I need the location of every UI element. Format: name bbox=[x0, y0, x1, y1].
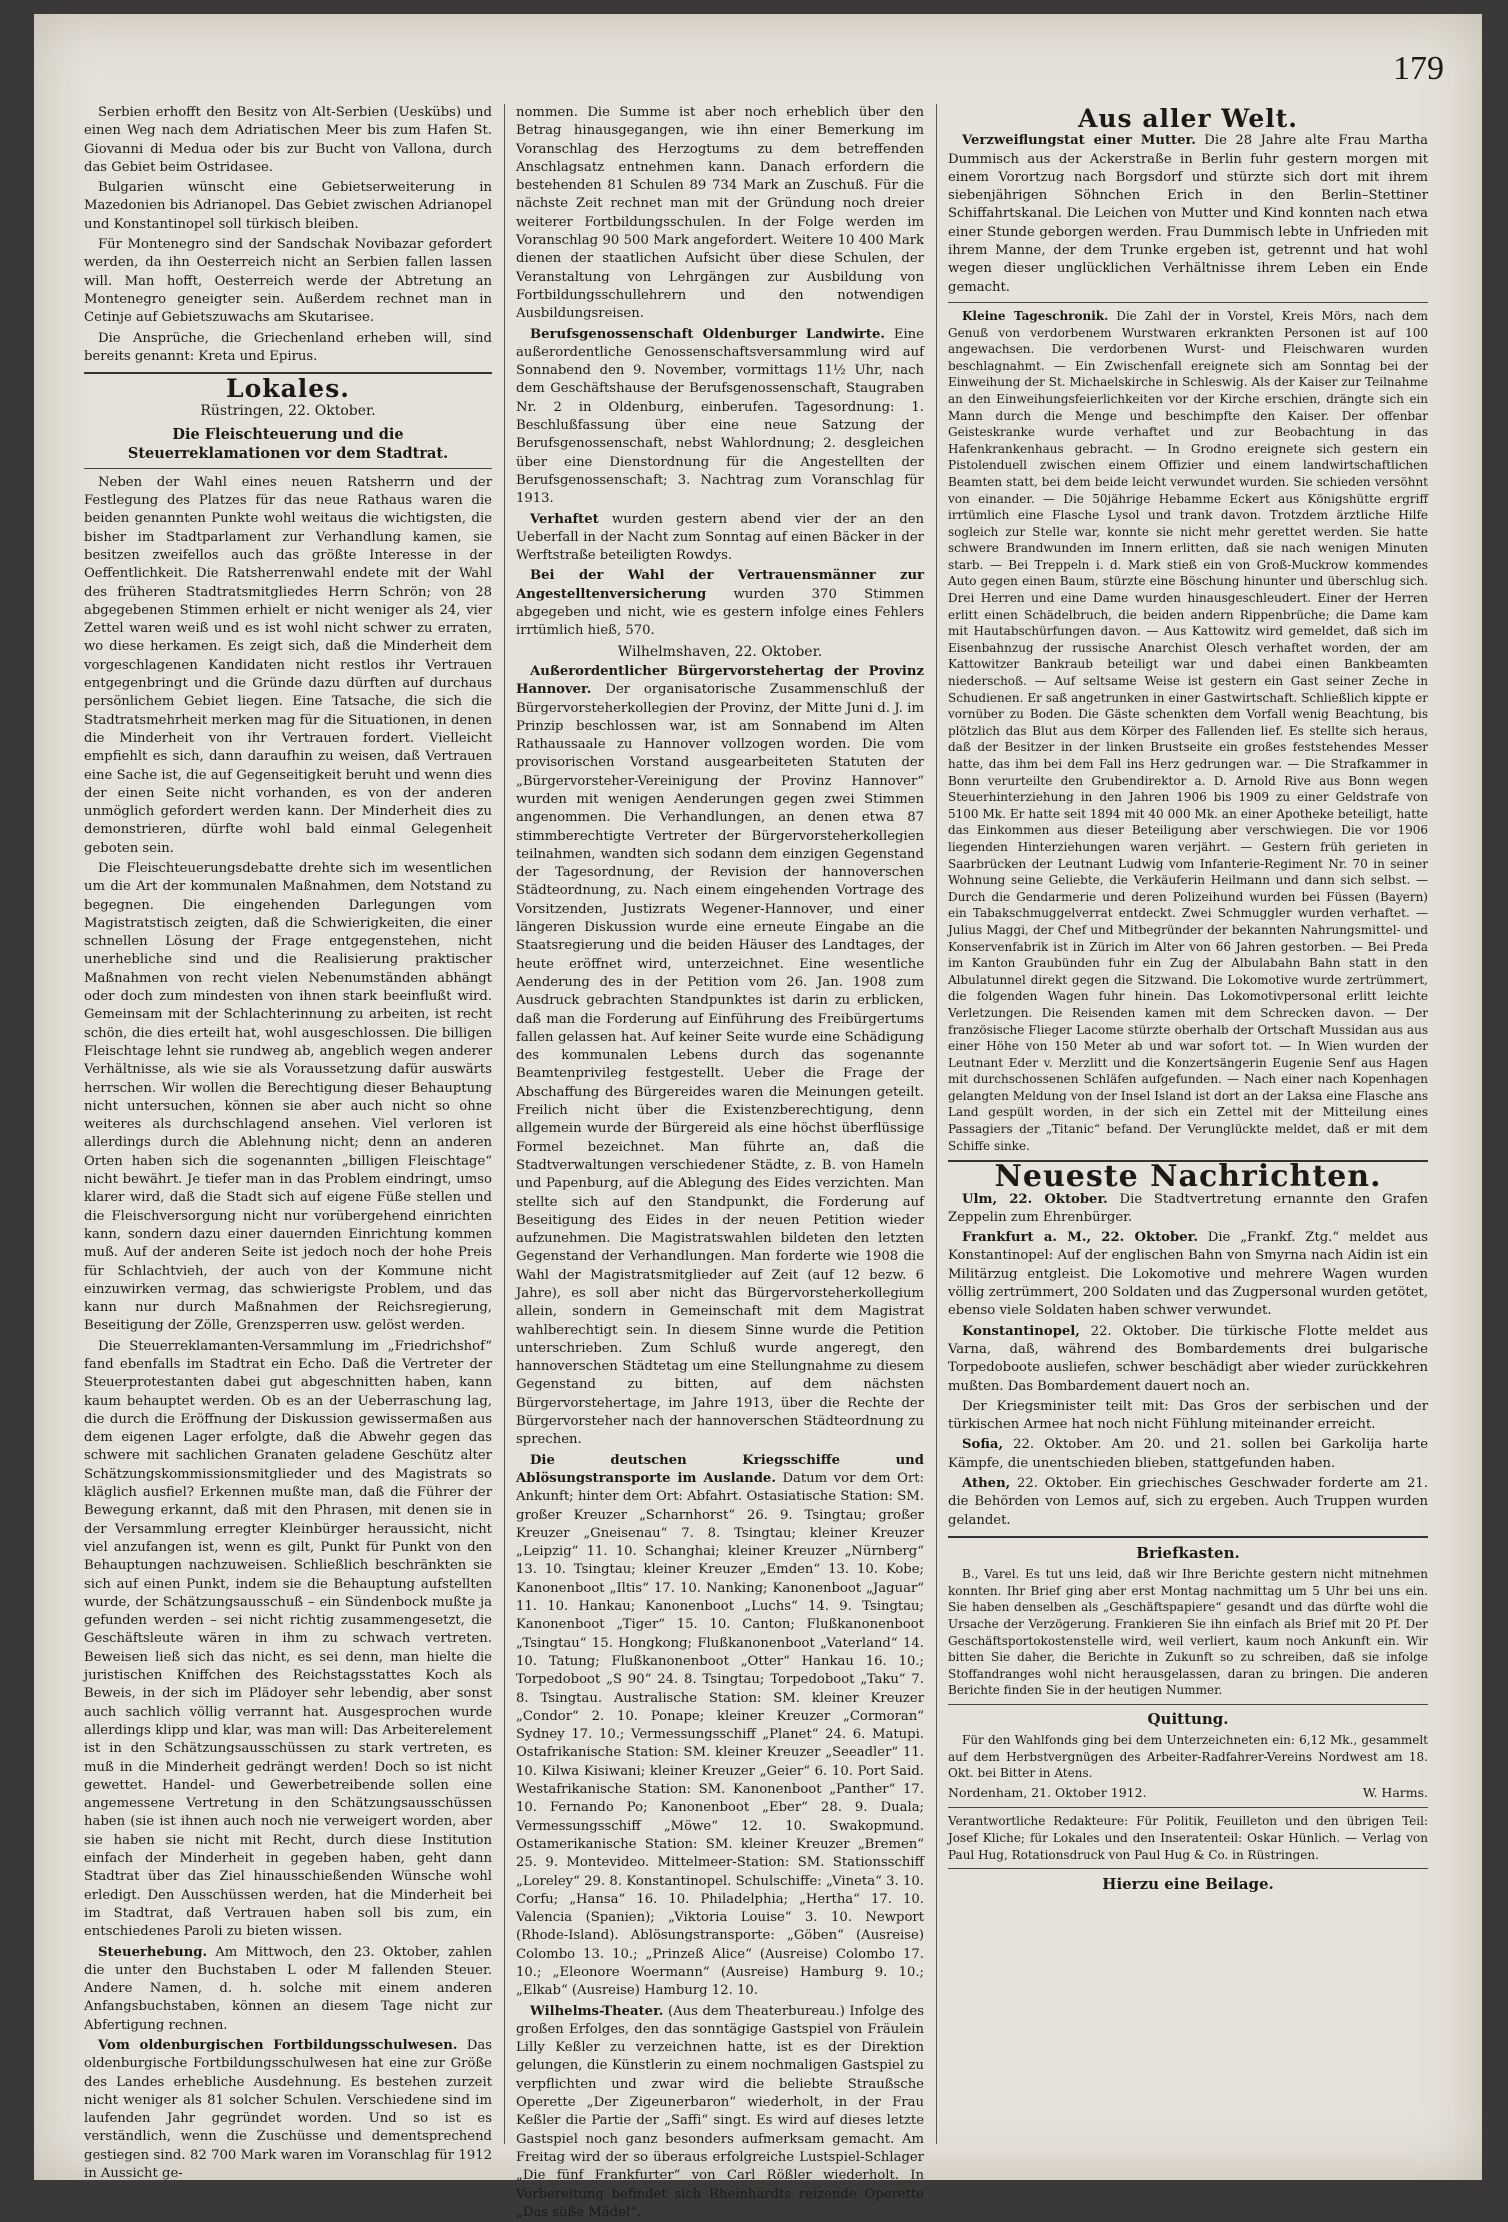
section-title-aus-aller-welt: Aus aller Welt. bbox=[1077, 104, 1299, 133]
item-text: Eine außerordentliche Genossenschaftsversammlung wird auf Sonnabend den 9. November, vormittags 11½ Uhr, nach dem Geschäftshause der Berufsgenossenschaft, Staugraben Nr. 2 in Oldenburg, einberufen. Tagesordnung: 1. Beschlußfassung über eine neue Satzung der Berufsgenossenschaft, nebst Wahlordnung; 2. desgleichen über eine Dienstordnung für die Angestellten der Berufsgenossenschaft; 3. Nachtrag zum Voranschlag für 1913. bbox=[516, 326, 924, 507]
section-title-neueste-nachrichten: Neueste Nachrichten. bbox=[994, 1159, 1382, 1195]
paragraph: Für den Wahlfonds ging bei dem Unterzeichneten ein: 6,12 Mk., gesammelt auf dem Herbstvergnügen des Arbeiter-Radfahrer-Vereins Nordwest am 18. Okt. bei Bitter in Atens. bbox=[948, 1733, 1428, 1781]
column-divider bbox=[936, 104, 937, 2144]
item-lead: Konstantinopel, bbox=[962, 1323, 1080, 1339]
item-text: wurden gestern abend vier der an den Ueberfall in der Nacht zum Sonntag auf einen Bäcker in der Werftstraße beteiligten Rowdys. bbox=[516, 511, 924, 564]
paragraph: nommen. Die Summe ist aber noch erheblich über den Betrag hinausgegangen, wie ihn einer Bemerkung im Voranschlag des Herzogtums zu dem betreffenden Anschlagsatz entnehmen kann. Danach erfordern die bestehenden 81 Schulen 89 734 Mark an Zuschuß. Für die nächste Zeit rechnet man mit der Gründung noch dreier weiterer Fortbildungsschulen. In der Folge werden im Voranschlag 90 500 Mark angefordert. Weitere 10 400 Mark dienen der staatlichen Aufsicht über diese Schulen, der Veranstaltung von Lehrgängen zur Ausbildung von Fortbildungsschullehrern und den notwendigen Ausbildungsreisen. bbox=[516, 105, 924, 322]
supplement-note: Hierzu eine Beilage. bbox=[1102, 1875, 1274, 1894]
divider bbox=[948, 1807, 1428, 1808]
paragraph: Die Fleischteuerungsdebatte drehte sich im wesentlichen um die Art der kommunalen Maßnahmen, dem Notstand zu begegnen. Die eingehenden Darlegungen vom Magistratstisch zeigten, daß die Schwierigkeiten, die einer schnellen Lösung der Frage entgegenstehen, nicht unerhebliche sind und die Realisierung praktischer Maßnahmen von recht vielen Nebenumständen abhängt oder doch zum mindesten von ihnen stark beeinflußt wird. Gemeinsam mit der Schlachterinnung zu arbeiten, ist recht schön, die dies erteilt hat, wohl ausgeschlossen. Die billigen Fleischtage lehnt sie rundweg ab, angeblich wegen anderer Verhältnisse, als wie sie als Voraussetzung dafür auswärts herrschen. Wir wollen die Berechtigung dieser Behauptung nicht untersuchen, können sie aber auch nicht so ohne weiteres als durchschlagend ansehen. Viel verloren ist allerdings durch die Ablehnung nicht; denn an anderen Orten haben sich die sogenannten „billigen Fleischtage“ nicht bewährt. Je tiefer man in das Problem eindringt, umso klarer wird, daß die Stadt sich auf eigene Füße stellen und die Fleischversorgung nicht nur vorübergehend einrichten kann, sondern dazu einer dauernden Einrichtung kommen muß. Auf der anderen Seite ist jedoch noch der hohe Preis für Schlachtvieh, der auch von der Kommune nicht einzuwirken vermag, das schwierigste Problem, und das kann nur durch Maßnahmen der Reichsregierung, Beseitigung der Zölle, Grenzsperren usw. gelöst werden. bbox=[84, 860, 492, 1334]
item-lead: Frankfurt a. M., 22. Oktober. bbox=[962, 1230, 1198, 1246]
signature-place: Nordenham, 21. Oktober 1912. bbox=[948, 1785, 1147, 1801]
paragraph bbox=[516, 326, 924, 509]
paragraph bbox=[516, 663, 924, 1450]
paragraph bbox=[948, 132, 1428, 297]
column-3 bbox=[948, 104, 1428, 2144]
item-text: Die „Frankf. Ztg.“ meldet aus Konstantinopel: Auf der englischen Bahn von Smyrna nach Aidin ist ein Militärzug entgleist. Die Lokomotive und mehrere Wagen wurden völlig zertrümmert, 200 Soldaten und das Zugpersonal wurden getötet, ebenso viele Soldaten haben schwer verwundet. bbox=[948, 1230, 1428, 1319]
briefkasten-title: Briefkasten. bbox=[1136, 1543, 1240, 1562]
item-text: Datum vor dem Ort: Ankunft; hinter dem Ort: Abfahrt. Ostasiatische Station: SM. großer Kreuzer „Scharnhorst“ 26. 9. Tsingtau; großer Kreuzer „Gneisenau“ 7. 8. Tsingtau; kleiner Kreuzer „Leipzig“ 11. 10. Schanghai; kleiner Kreuzer „Nürnberg“ 13. 10. Tsingtau; kleiner Kreuzer „Emden“ 13. 10. Kobe; Kanonenboot „Iltis“ 17. 10. Nanking; Kanonenboot „Jaguar“ 11. 10. Hankau; Kanonenboot „Luchs“ 14. 9. Tsingtau; Kanonenboot „Tiger“ 15. 10. Canton; Flußkanonenboot „Tsingtau“ 15. Hongkong; Flußkanonenboot „Vaterland“ 14. 10. Tatung; Flußkanonenboot „Otter“ Hankau 16. 10.; Torpedoboot „S 90“ 24. 8. Tsingtau; Torpedoboot „Taku“ 7. 8. Tsingtau. Australische Station: SM. kleiner Kreuzer „Condor“ 2. 10. Ponape; kleiner Kreuzer „Cormoran“ Sydney 17. 10.; Vermessungsschiff „Planet“ 24. 6. Matupi. Ostafrikanische Station: SM. kleiner Kreuzer „Seeadler“ 11. 10. Kilwa Kisiwani; kleiner Kreuzer „Geier“ 6. 10. Port Said. Westafrikanische Station: SM. Kanonenboot „Panther“ 17. 10. Fernando Po; Kanonenboot „Eber“ 28. 9. Duala; Vermessungsschiff „Möwe“ 12. 10. Swakopmund. Ostamerikanische Station: SM. kleiner Kreuzer „Bremen“ 25. 9. Montevideo. Mittelmeer-Station: SM. Stationsschiff „Loreley“ 29. 8. Konstantinopel. Schulschiffe: „Vineta“ 3. 10. Corfu; „Hansa“ 16. 10. Philadelphia; „Hertha“ 17. 10. Valencia (Spanien); „Viktoria Louise“ 3. 10. Newport (Rhode-Island). Ablösungstransporte: „Göben“ (Ausreise) Colombo 13. 10.; „Prinzeß Alice“ (Ausreise) Colombo 17. 10.; „Eleonore Woermann“ (Ausreise) Hamburg 9. 10.; „Elkab“ (Ausreise) Hamburg 12. 10. bbox=[516, 1470, 924, 1999]
divider bbox=[948, 1868, 1428, 1869]
item-text: (Aus dem Theaterbureau.) Infolge des großen Erfolges, den das sonntägige Gastspiel von Fräulein Lilly Keßler zu verzeichnen hatte, ist es der Direktion gelungen, die Künstlerin zu einem nochmaligen Gastspiel zu verpflichten und zwar wird die beliebte Straußsche Operette „Der Zigeunerbaron“ wiederholt, in der Frau Keßler die Partie der „Saffi“ singt. Es wird auf dieses letzte Gastspiel noch ganz besonders aufmerksam gemacht. Am Freitag wird der so überaus erfolgreiche Lustspiel-Schlager „Die fünf Frankfurter“ von Carl Rößler wiederholt. In Vorbereitung befindet sich Rheinhardts reizende Operette „Das süße Mädel“. bbox=[516, 2003, 924, 2220]
dateline: Rüstringen, 22. Oktober. bbox=[200, 403, 376, 420]
item-text: 22. Oktober. Am 20. und 21. sollen bei Garkolija harte Kämpfe, die unentschieden blieben, stattgefunden haben. bbox=[948, 1437, 1428, 1471]
item-lead: Vom oldenburgischen Fortbildungsschulwesen. bbox=[98, 2037, 458, 2053]
paragraph: Serbien erhofft den Besitz von Alt-Serbien (Ueskübs) und einen Weg nach dem Adriatischen Meer bis zum Hafen St. Giovanni di Medua oder bis zur Bucht von Vallona, durch das Gebiet beim Ostridasee. bbox=[84, 105, 492, 175]
dateline: Wilhelmshaven, 22. Oktober. bbox=[617, 643, 823, 660]
quittung-title: Quittung. bbox=[1147, 1709, 1229, 1728]
item-lead: Berufsgenossenschaft Oldenburger Landwirte. bbox=[530, 326, 885, 342]
item-text: 22. Oktober. Ein griechisches Geschwader forderte am 21. die Behörden von Lemos auf, sich zu ergeben. Auch Truppen wurden gelandet. bbox=[948, 1476, 1428, 1528]
divider bbox=[84, 468, 492, 469]
item-lead: Ulm, 22. Oktober. bbox=[962, 1191, 1108, 1207]
divider bbox=[948, 302, 1428, 303]
column-2 bbox=[516, 104, 924, 2220]
paragraph bbox=[516, 511, 924, 566]
paragraph: Neben der Wahl eines neuen Ratsherrn und der Festlegung des Platzes für das neue Rathaus waren die beiden genannten Punkte wohl weitaus die wichtigsten, die bisher im Stadtparlament zur Verhandlung kamen, sie besitzen zweifellos auch das größte Interesse in der Oeffentlichkeit. Die Ratsherrenwahl endete mit der Wahl des früheren Stadtratsmitgliedes Herrn Schrön; von 28 abgegebenen Stimmen erhielt er nicht weniger als 24, vier Zettel waren weiß und es ist wohl nicht schwer zu erraten, wo diese herkamen. Es zeigt sich, daß die Minderheit dem vorgeschlagenen Kandidaten nicht restlos ihr Vertrauen entgegenbringt und die Gründe dazu dürften auf durchaus persönlichem Gebiet liegen. Eine Tatsache, die sich die Stadtratsmehrheit merken mag für die Situationen, in denen die Minderheit von ihr Vertrauen fordert. Vielleicht empfiehlt es sich, dann daraufhin zu weisen, daß Vertrauen eine Sache ist, die auf Gegenseitigkeit beruht und wenn dies der einen Seite nicht vorhanden, es von der anderen unmöglich gefordert werden kann. Der Minderheit dies zu demonstrieren, dürfte wohl bald einmal Gelegenheit geboten sein. bbox=[84, 474, 492, 856]
article-headline: Die Fleischteuerung und die Steuerreklamationen vor dem Stadtrat. bbox=[127, 425, 449, 462]
item-lead: Außerordentlicher Bürgervorstehertag der Provinz Hannover. bbox=[516, 663, 924, 698]
paragraph bbox=[948, 1229, 1428, 1320]
paragraph bbox=[948, 1191, 1428, 1228]
signature-line bbox=[948, 1784, 1428, 1802]
item-lead: Wilhelms-Theater. bbox=[530, 2003, 664, 2019]
item-lead: Athen, bbox=[962, 1476, 1011, 1491]
item-text: Am Mittwoch, den 23. Oktober, zahlen die unter den Buchstaben L oder M fallenden Steuer. Andere Namen, d. h. solche mit einem anderen Anfangsbuchstaben, können an diesem Tage nicht zur Abfertigung rechnen. bbox=[84, 1944, 492, 2033]
divider bbox=[948, 1704, 1428, 1705]
item-text: Die 28 Jahre alte Frau Martha Dummisch aus der Ackerstraße in Berlin fuhr gestern morgen mit einem Vorortzug nach Borgsdorf und stürzte sich dort mit ihrem siebenjährigen Söhnchen Erich in den Berlin–Stettiner Schiffahrtskanal. Die Leichen von Mutter und Kind konnten nach etwa einer Stunde geborgen werden. Frau Dummisch lebte in Unfrieden mit ihrem Manne, der dem Trunke ergeben ist, getrennt und hat wohl wegen dieser unglücklichen Verhältnisse ihrem Leben ein Ende gemacht. bbox=[948, 133, 1428, 295]
paragraph bbox=[516, 567, 924, 640]
divider bbox=[948, 1536, 1428, 1538]
newspaper-page bbox=[34, 14, 1482, 2220]
item-text: wurden 370 Stimmen abgegeben und nicht, wie es gestern infolge eines Fehlers irrtümlich hieß, 570. bbox=[516, 586, 924, 639]
item-lead: Bei der Wahl der Vertrauensmänner zur Angestelltenversicherung bbox=[516, 568, 924, 602]
item-lead: Verzweiflungstat einer Mutter. bbox=[962, 133, 1196, 149]
paragraph bbox=[948, 308, 1428, 1154]
section-title-lokales: Lokales. bbox=[226, 374, 350, 404]
paragraph bbox=[84, 1944, 492, 2035]
column-1 bbox=[84, 104, 492, 2182]
paragraph: B., Varel. Es tut uns leid, daß wir Ihre Berichte gestern nicht mitnehmen konnten. Ihr Brief ging aber erst Montag nachmittag um 5 Uhr bei uns ein. Sie haben denselben als „Geschäftspapiere“ gesandt und das dürfte wohl die Ursache der Verzögerung. Frankieren Sie ihn einfach als Brief mit 20 Pf. Der Geschäftsportokostenstelle wird, weil verliert, kaum noch Ankunft ein. Wir bitten Sie daher, die Berichte in Zukunft so zu schreiben, daß sie infolge Stoffandranges wohl nicht herausgelassen, daran zu bringen. Die anderen Berichte finden Sie in der heutigen Nummer. bbox=[948, 1567, 1428, 1698]
column-divider bbox=[504, 104, 505, 2144]
paragraph: Die Ansprüche, die Griechenland erheben will, sind bereits genannt: Kreta und Epirus. bbox=[84, 330, 492, 364]
page-number: 179 bbox=[1393, 50, 1444, 87]
item-text: Die Zahl der in Vorstel, Kreis Mörs, nach dem Genuß von verdorbenem Wurstwaren erkrankten Personen ist auf 100 angewachsen. Die verdorbenen Wurst- und Fleischwaren wurden beschlagnahmt. — Ein Zwischenfall ereignete sich am Sonntag bei der Einweihung der St. Michaelskirche in Schleswig. Als der Kaiser zur Teilnahme an den Einweihungsfeierlichkeiten vor der Kirche erschien, drängte sich ein Mann durch die Menge und beschimpfte den Kaiser. Der offenbar Geisteskranke wurde verhaftet und zur Beobachtung in das Hafenkrankenhaus gebracht. — In Grodno ereignete sich gestern ein Pistolenduell zwischen einem Offizier und einem landwirtschaftlichen Beamten statt, bei dem beide leicht verwundet wurden. Sie schieden versöhnt von einander. — Die 50jährige Hebamme Eckert aus Königshütte ergriff irrtümlich eine Flasche Lysol und trank davon. Trotzdem ärztliche Hilfe sogleich zur Stelle war, konnte sie nicht mehr gerettet werden. Sie hatte schwere Brandwunden im Innern erlitten, daß sie nach wenigen Minuten starb. — Bei Treppeln i. d. Mark stieß ein von Groß-Muckrow kommendes Auto gegen einen Baum, stürzte eine Böschung hinunter und überschlug sich. Drei Herren und eine Dame wurden hinausgeschleudert. Einer der Herren erlitt einen Schädelbruch, die beiden andern Rippenbrüche; die Dame kam mit Hautabschürfungen davon. — Aus Kattowitz wird gemeldet, daß sich im Eisenbahnzug der russische Anarchist Olesch verhaftet worden, der am Kattowitzer Bankraub beteiligt war und dabei einen Bankbeamten niederschoß. — Auf seltsame Weise ist gestern ein Gast seiner Zeche in Schudienen. Er saß angetrunken in einer Gastwirtschaft. Schließlich kippte er vornüber zu Boden. Die Gäste schenkten dem Vorfall wenig Beachtung, bis plötzlich das Blut aus dem Körper des Fallenden lief. Es stellte sich heraus, daß der Besitzer in der linken Brustseite ein großes feststehendes Messer hatte, das ihm bei dem Fall ins Herz gedrungen war. — Die Strafkammer in Bonn verurteilte den Grubendirektor a. D. Arnold Rive aus Bonn wegen Steuerhinterziehung in den Jahren 1906 bis 1909 zu einer Geldstrafe von 5100 Mk. Er hatte seit 1894 mit 40 000 Mk. an einer Apotheke beteiligt, hatte das Einkommen aus dieser Beteiligung aber verschwiegen. Die vor 1906 liegenden Hinterziehungen waren verjährt. — Gestern früh gerieten in Saarbrücken der Leutnant Ludwig vom Infanterie-Regiment Nr. 70 in seiner Wohnung seine Geliebte, die Verkäuferin Heilmann und dann sich selbst. — Durch die Gendarmerie und deren Polizeihund wurden bei Füssen (Bayern) ein Tabakschmuggelverrat entdeckt. Zwei Schmuggler wurden verhaftet. — Julius Maggi, der Chef und Mitbegründer der bekannten Nahrungsmittel- und Konservenfabrik ist in Zürich im Alter von 66 Jahren gestorben. — Bei Preda im Kanton Graubünden fuhr ein Zug der Albulabahn Bahn statt in den Albulatunnel direkt gegen die Sitzwand. Die Lokomotive wurde zertrümmert, die folgenden Wagen fuhr hinein. Das Lokomotivpersonal erlitt leichte Verletzungen. Die Reisenden kamen mit dem Schrecken davon. — Der französische Flieger Lacome stürzte oberhalb der Ortschaft Mussidan aus aus einer Höhe von 150 Meter ab und war sofort tot. — In Wien wurden der Leutnant Eder v. Merzlitt und die Konzertsängerin Eugenie Senf aus Hagen mit durchschossenen Schläfen aufgefunden. — Nach einer nach Kopenhagen gelangten Meldung von der Insel Island ist dort an der Laksa eine Flasche ans Land gespült worden, in der sich ein Zettel mit der Mitteilung eines Passagiers der „Titanic“ befand. Der Verunglückte meldet, daß er mit dem Schiffe sinke. bbox=[948, 308, 1428, 1153]
paragraph: Die Steuerreklamanten-Versammlung im „Friedrichshof“ fand ebenfalls im Stadtrat ein Echo. Daß die Vertreter der Steuerprotestanten dabei gut abgeschnitten haben, kann kaum behauptet werden. Ob es an der Ueberraschung lag, die durch die Eröffnung der Diskussion gewissermaßen aus dem eigenen Lager erfolgte, daß die Abwehr gegen das schwere mit sachlichen Granaten geladene Geschütz alter Schätzungskommissionsmitglieder und des Magistrats so kläglich ausfiel? Erkennen mußte man, daß die Führer der Bewegung erkannt, daß mit den Phrasen, mit denen sie in der Versammlung erregter Kleinbürger heraussicht, nicht viel anzufangen ist, wenn es gilt, Punkt für Punkt von den Behauptungen nachzuweisen. Schließlich beschränkten sie sich auf einen Punkt, indem sie die Behauptung aufstellten wurde, der Schätzungsausschuß – ein Sündenbock mußte ja gefunden werden – sei nicht richtig zusammengesetzt, die Geschäftsleute wären in ihm zu schwach vertreten. Beweisen ließ sich das nicht, es sei denn, man hielte die juristischen Kniffchen des Reichstagsstattes Koch als Beweis, in der sich im Plädoyer sehr lebendig, aber sonst auch sachlich völlig verrannt hat. Ausgesprochen wurde allerdings klipp und klar, was man will: Das Arbeiterelement ist in den Schätzungsausschüssen zu stark vertreten, es muß in die Minderheit gedrängt werden! Doch so ist nicht gewettet. Handel- und Gewerbetreibende sollen eine angemessene Vertretung in den Schätzungsausschüssen haben (sie ist ihnen auch noch nie verweigert worden, aber sie haben sie nicht mit Recht, durch diese Institution einfach der Minderheit in gegeben haben, geht dann Stadtrat über das Ziel hinausschießenden Wünsche wohl erledigt. Den Ausschüssen werden, hat die Minderheit bei im Stadtrat, daß Vertrauen haben soll bis zum, ein entschiedenes Paroli zu bieten wissen. bbox=[84, 1338, 492, 1940]
item-lead: Kleine Tageschronik. bbox=[962, 308, 1109, 323]
item-text: Die Stadtvertretung ernannte den Grafen Zeppelin zum Ehrenbürger. bbox=[948, 1191, 1428, 1225]
paragraph: Für Montenegro sind der Sandschak Novibazar gefordert werden, da ihn Oesterreich nicht an Serbien fallen lassen will. Man hofft, Oesterreich werde der Abtretung an Montenegro geneigter sein. Außerdem rechnet man in Cetinje auf Gebietszuwachs am Skutarisee. bbox=[84, 237, 492, 326]
paragraph: Bulgarien wünscht eine Gebietserweiterung in Mazedonien bis Adrianopel. Das Gebiet zwischen Adrianopel und Konstantinopel soll türkisch bleiben. bbox=[84, 180, 492, 232]
paragraph bbox=[84, 2037, 492, 2183]
signature-name: W. Harms. bbox=[1362, 1785, 1428, 1801]
paragraph bbox=[948, 1475, 1428, 1530]
item-lead: Die deutschen Kriegsschiffe und Ablösungstransporte im Auslande. bbox=[516, 1452, 924, 1486]
imprint: Verantwortliche Redakteure: Für Politik, Feuilleton und den übrigen Teil: Josef Kliche; für Lokales und den Inseratenteil: Oskar Hünlich. — Verlag von Paul Hug, Rotationsdruck von Paul Hug & Co. in Rüstringen. bbox=[948, 1814, 1428, 1862]
paragraph bbox=[948, 1436, 1428, 1473]
item-text: Der organisatorische Zusammenschluß der Bürgervorsteherkollegien der Provinz, der Mitte Juni d. J. im Prinzip beschlossen war, ist am Sonnabend im Alten Rathaussaale zu Hannover vollzogen worden. Die vom provisorischen Vorstand ausgearbeiteten Statuten der „Bürgervorsteher-Vereinigung der Provinz Hannover“ wurden mit wenigen Aenderungen gegen zwei Stimmen angenommen. Die Verhandlungen, an denen etwa 87 stimmberechtigte Vertreter der Bürgervorsteherkollegien teilnahmen, wandten sich sodann dem einzigen Gegenstand der Tagesordnung, der Revision der hannoverschen Städteordnung, zu. Nach einem eingehenden Vortrage des Vorsitzenden, Justizrats Wegener-Hannover, und einer längeren Diskussion wurde eine erneute Eingabe an die Staatsregierung und die beiden Häuser des Landtages, der heute eröffnet wird, unterzeichnet. Eine wesentliche Aenderung des in der Petition vom 26. Jan. 1908 zum Ausdruck gebrachten Standpunktes ist darin zu erblicken, daß man die Forderung auf Einführung des Freibürgertums fallen gelassen hat. Auf keiner Seite wurde eine Schädigung des kommunalen Lebens durch das sogenannte Beamtenprivileg festgestellt. Ueber die Frage der Abschaffung des Bürgereides waren die Meinungen geteilt. Freilich nicht über die Existenzberechtigung, denn allgemein wurde der Bürgereid als eine höchst überflüssige Formel bezeichnet. Man führte an, daß die Stadtverwaltungen verschiedener Städte, z. B. von Hameln und Papenburg, auf die Ablegung des Eides verzichten. Man stellte sich auf den Standpunkt, die Forderung auf Beseitigung des Eides in der neuen Petition wieder aufzunehmen. Die Magistratswahlen bildeten den letzten Gegenstand der Verhandlungen. Man forderte wie 1908 die Wahl der Magistratsmitglieder auf Zeit (auf 12 bezw. 6 Jahre), es soll aber nicht das Bürgervorsteherkollegium allein, sondern in Gemeinschaft mit dem Magistrat wahlberechtigt sein. In diesem Sinne wurde die Petition unterschrieben. Zum Schluß wurde angeregt, den hannoverschen Städtetag um eine Stellungnahme zu diesem Gegenstand zu bitten, auf dem nächsten Bürgervorstehertage, im Jahre 1913, über die Rechte der Bürgervorsteher nach der hannoverschen Städteordnung zu sprechen. bbox=[516, 682, 924, 1448]
paragraph: Der Kriegsminister teilt mit: Das Gros der serbischen und der türkischen Armee hat noch nicht Fühlung miteinander erreicht. bbox=[948, 1398, 1428, 1433]
item-text: 22. Oktober. Die türkische Flotte meldet aus Varna, daß, während des Bombardements drei bulgarische Torpedoboote ausliefen, schwer beschädigt aber wieder zurückkehren mußten. Das Bombardement dauert noch an. bbox=[948, 1323, 1428, 1394]
paragraph bbox=[516, 2003, 924, 2222]
item-text: Das oldenburgische Fortbildungsschulwesen hat eine zur Größe des Landes erhebliche Ausdehnung. Es bestehen zurzeit nicht weniger als 81 solcher Schulen. Verschiedene sind im laufenden Jahr gegründet worden. Und so ist es verständlich, wenn die Zuschüsse und dementsprechend gestiegen sind. 82 700 Mark waren im Voranschlag für 1912 in Aussicht ge- bbox=[84, 2037, 492, 2182]
paragraph bbox=[516, 1452, 924, 2001]
item-lead: Sofia, bbox=[962, 1437, 1004, 1453]
item-lead: Verhaftet bbox=[530, 511, 599, 527]
item-lead: Steuerhebung. bbox=[98, 1944, 208, 1960]
paragraph bbox=[948, 1323, 1428, 1396]
